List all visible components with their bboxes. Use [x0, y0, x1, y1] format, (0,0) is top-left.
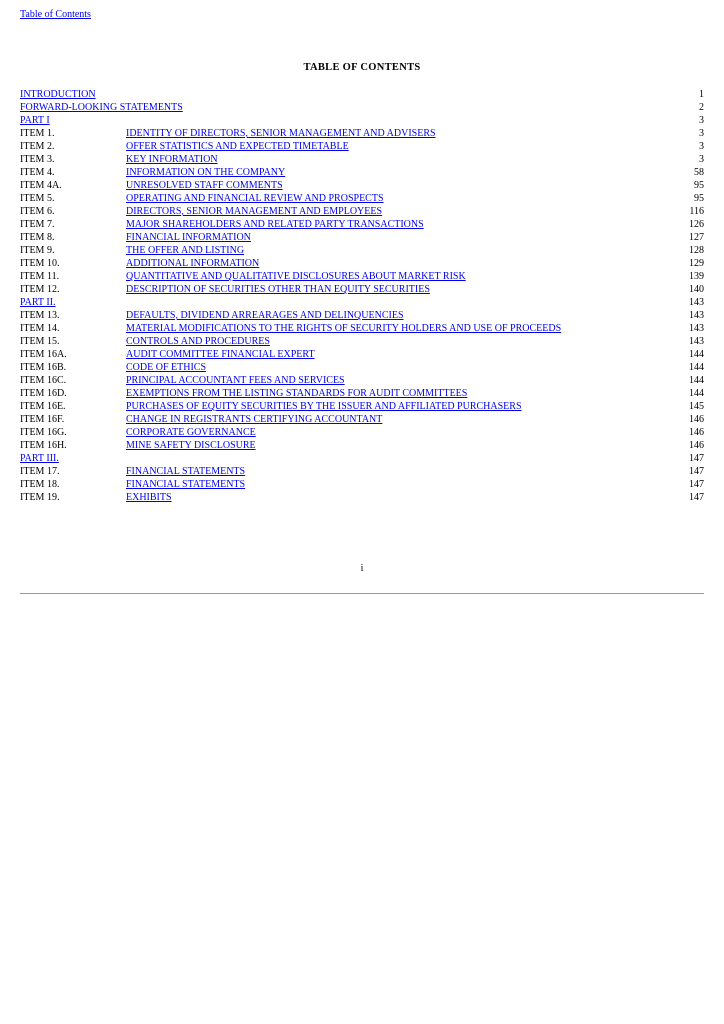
toc-item-link[interactable]: KEY INFORMATION [126, 154, 218, 165]
toc-row [20, 413, 704, 426]
toc-row [20, 166, 704, 179]
toc-page-number: 127 [689, 232, 704, 243]
toc-item-number: ITEM 17. [20, 466, 60, 477]
toc-page-number: 95 [694, 180, 704, 191]
toc-item-link[interactable]: CHANGE IN REGISTRANTS CERTIFYING ACCOUNTANT [126, 414, 383, 425]
toc-section-link[interactable]: FORWARD-LOOKING STATEMENTS [20, 102, 183, 113]
table-of-contents-link[interactable]: Table of Contents [20, 9, 91, 20]
toc-item-link[interactable]: MATERIAL MODIFICATIONS TO THE RIGHTS OF SECURITY HOLDERS AND USE OF PROCEEDS [126, 323, 562, 334]
toc-row [20, 400, 704, 413]
toc-item-link[interactable]: INFORMATION ON THE COMPANY [126, 167, 286, 178]
toc-row [20, 322, 704, 335]
toc-item-number: ITEM 10. [20, 258, 60, 269]
toc-page-number: 147 [689, 479, 704, 490]
toc-row [20, 335, 704, 348]
toc-item-link[interactable]: CONTROLS AND PROCEDURES [126, 336, 270, 347]
toc-row [20, 283, 704, 296]
toc-row [20, 465, 704, 478]
toc-page-number: 146 [689, 427, 704, 438]
toc-page-number: 3 [699, 115, 704, 126]
toc-row [20, 348, 704, 361]
toc-item-number: ITEM 2. [20, 141, 55, 152]
toc-item-number: ITEM 18. [20, 479, 60, 490]
toc-page-number: 58 [694, 167, 704, 178]
toc-page-number: 128 [689, 245, 704, 256]
toc-row [20, 88, 704, 101]
toc-item-number: ITEM 14. [20, 323, 60, 334]
page-title: TABLE OF CONTENTS [303, 62, 421, 73]
toc-item-link[interactable]: IDENTITY OF DIRECTORS, SENIOR MANAGEMENT AND ADVISERS [126, 128, 436, 139]
toc-page-number: 126 [689, 219, 704, 230]
toc-section-link[interactable]: PART II. [20, 297, 56, 308]
toc-page-number: 116 [689, 206, 704, 217]
toc-page-number: 2 [699, 102, 704, 113]
toc-item-number: ITEM 6. [20, 206, 55, 217]
toc-row [20, 270, 704, 283]
toc-item-link[interactable]: OPERATING AND FINANCIAL REVIEW AND PROSPECTS [126, 193, 384, 204]
toc-item-link[interactable]: QUANTITATIVE AND QUALITATIVE DISCLOSURES ABOUT MARKET RISK [126, 271, 466, 282]
toc-row [20, 127, 704, 140]
toc-item-number: ITEM 4A. [20, 180, 62, 191]
toc-row [20, 101, 704, 114]
toc-item-number: ITEM 16H. [20, 440, 67, 451]
toc-row [20, 491, 704, 504]
toc-page-number: 145 [689, 401, 704, 412]
toc-row [20, 205, 704, 218]
toc-item-link[interactable]: FINANCIAL STATEMENTS [126, 466, 246, 477]
toc-row [20, 192, 704, 205]
toc-item-number: ITEM 9. [20, 245, 55, 256]
toc-row [20, 114, 704, 127]
toc-item-link[interactable]: FINANCIAL STATEMENTS [126, 479, 246, 490]
toc-item-link[interactable]: DESCRIPTION OF SECURITIES OTHER THAN EQUITY SECURITIES [126, 284, 430, 295]
toc-page-number: 143 [689, 310, 704, 321]
toc-item-number: ITEM 5. [20, 193, 55, 204]
toc-item-link[interactable]: DIRECTORS, SENIOR MANAGEMENT AND EMPLOYEES [126, 206, 383, 217]
toc-item-number: ITEM 16E. [20, 401, 66, 412]
toc-item-link[interactable]: CORPORATE GOVERNANCE [126, 427, 256, 438]
toc-item-number: ITEM 16D. [20, 388, 67, 399]
page-number: i [360, 563, 364, 574]
toc-page-number: 140 [689, 284, 704, 295]
toc-item-number: ITEM 16B. [20, 362, 67, 373]
toc-item-number: ITEM 16F. [20, 414, 65, 425]
toc-page-number: 129 [689, 258, 704, 269]
toc-row [20, 361, 704, 374]
toc-item-number: ITEM 12. [20, 284, 60, 295]
toc-section-link[interactable]: INTRODUCTION [20, 89, 96, 100]
toc-page-number: 139 [689, 271, 704, 282]
toc-page-number: 146 [689, 414, 704, 425]
toc-page-number: 143 [689, 297, 704, 308]
toc-item-link[interactable]: UNRESOLVED STAFF COMMENTS [126, 180, 283, 191]
toc-row [20, 452, 704, 465]
toc-row [20, 387, 704, 400]
toc-item-link[interactable]: EXHIBITS [126, 492, 172, 503]
toc-page-number: 95 [694, 193, 704, 204]
toc-row [20, 439, 704, 452]
toc-row [20, 179, 704, 192]
toc-item-link[interactable]: EXEMPTIONS FROM THE LISTING STANDARDS FOR AUDIT COMMITTEES [126, 388, 468, 399]
toc-section-link[interactable]: PART III. [20, 453, 59, 464]
toc-item-link[interactable]: MINE SAFETY DISCLOSURE [126, 440, 256, 451]
toc-item-link[interactable]: MAJOR SHAREHOLDERS AND RELATED PARTY TRANSACTIONS [126, 219, 424, 230]
toc-page-number: 144 [689, 375, 704, 386]
toc-section-link[interactable]: PART I [20, 115, 50, 126]
toc-row [20, 309, 704, 322]
toc-item-number: ITEM 16C. [20, 375, 67, 386]
toc-page-number: 144 [689, 349, 704, 360]
toc-page-number: 144 [689, 362, 704, 373]
toc-item-link[interactable]: OFFER STATISTICS AND EXPECTED TIMETABLE [126, 141, 349, 152]
toc-page-number: 147 [689, 453, 704, 464]
toc-row [20, 231, 704, 244]
toc-item-link[interactable]: THE OFFER AND LISTING [126, 245, 245, 256]
toc-item-link[interactable]: AUDIT COMMITTEE FINANCIAL EXPERT [126, 349, 315, 360]
toc-item-link[interactable]: DEFAULTS, DIVIDEND ARREARAGES AND DELINQUENCIES [126, 310, 404, 321]
toc-row [20, 478, 704, 491]
toc-page-number: 144 [689, 388, 704, 399]
toc-item-number: ITEM 19. [20, 492, 60, 503]
toc-item-link[interactable]: FINANCIAL INFORMATION [126, 232, 251, 243]
toc-page-number: 3 [699, 141, 704, 152]
toc-item-number: ITEM 7. [20, 219, 55, 230]
toc-item-number: ITEM 3. [20, 154, 55, 165]
toc-item-link[interactable]: CODE OF ETHICS [126, 362, 207, 373]
toc-item-number: ITEM 15. [20, 336, 60, 347]
toc-list [20, 88, 704, 504]
toc-row [20, 244, 704, 257]
toc-page-number: 3 [699, 128, 704, 139]
toc-page-number: 147 [689, 492, 704, 503]
toc-row [20, 140, 704, 153]
toc-item-number: ITEM 11. [20, 271, 60, 282]
toc-item-number: ITEM 16A. [20, 349, 67, 360]
toc-row [20, 218, 704, 231]
toc-row [20, 296, 704, 309]
toc-row [20, 374, 704, 387]
toc-page-number: 147 [689, 466, 704, 477]
toc-item-number: ITEM 16G. [20, 427, 67, 438]
page-divider [20, 593, 704, 594]
toc-page-number: 146 [689, 440, 704, 451]
toc-page-number: 143 [689, 336, 704, 347]
toc-row [20, 153, 704, 166]
toc-row [20, 426, 704, 439]
toc-item-number: ITEM 8. [20, 232, 55, 243]
toc-page-number: 3 [699, 154, 704, 165]
toc-item-number: ITEM 13. [20, 310, 60, 321]
toc-item-link[interactable]: ADDITIONAL INFORMATION [126, 258, 260, 269]
toc-row [20, 257, 704, 270]
toc-item-number: ITEM 1. [20, 128, 55, 139]
toc-item-number: ITEM 4. [20, 167, 55, 178]
toc-item-link[interactable]: PURCHASES OF EQUITY SECURITIES BY THE ISSUER AND AFFILIATED PURCHASERS [126, 401, 522, 412]
toc-item-link[interactable]: PRINCIPAL ACCOUNTANT FEES AND SERVICES [126, 375, 345, 386]
toc-page-number: 1 [699, 89, 704, 100]
toc-page-number: 143 [689, 323, 704, 334]
